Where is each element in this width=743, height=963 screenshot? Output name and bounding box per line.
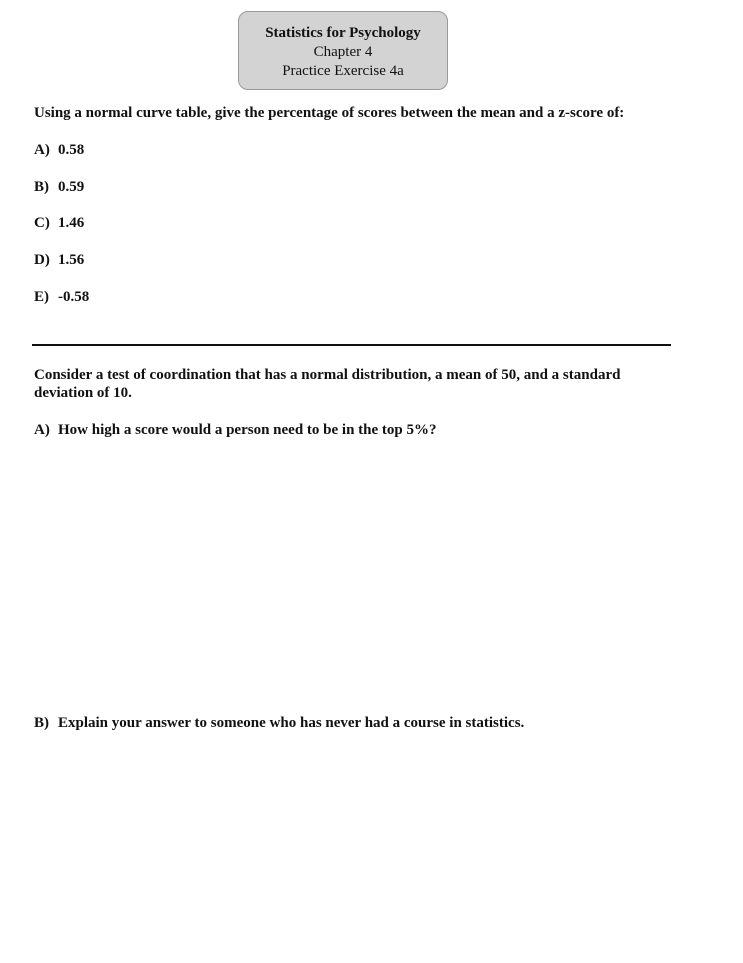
exercise-label: Practice Exercise 4a [282,63,404,79]
section1-prompt: Using a normal curve table, give the percentage of scores between the mean and a z-score of: [34,105,625,121]
option-value: 0.58 [58,142,85,158]
option-letter: A) [34,142,50,158]
part-b-text: Explain your answer to someone who has never had a course in statistics. [58,715,525,731]
option-value: -0.58 [58,289,90,305]
chapter-label: Chapter 4 [313,44,373,60]
option-value: 1.56 [58,252,85,268]
part-letter: A) [34,422,50,438]
part-letter: B) [34,715,49,731]
option-letter: B) [34,179,49,195]
option-e [34,288,89,306]
option-a [34,141,84,159]
part-b-question [34,714,524,732]
option-b [34,178,84,196]
option-letter: C) [34,215,50,231]
option-c [34,214,84,232]
option-value: 1.46 [58,215,85,231]
part-a-question [34,421,437,439]
part-a-text: How high a score would a person need to be in the top 5%? [58,422,437,438]
option-value: 0.59 [58,179,85,195]
title-box [238,11,448,90]
document-title: Statistics for Psychology [265,25,421,41]
option-letter: D) [34,252,50,268]
section-divider [32,344,671,346]
option-d [34,251,84,269]
section2-prompt: Consider a test of coordination that has a normal distribution, a mean of 50, and a standard deviation of 10. [34,367,621,401]
option-letter: E) [34,289,49,305]
